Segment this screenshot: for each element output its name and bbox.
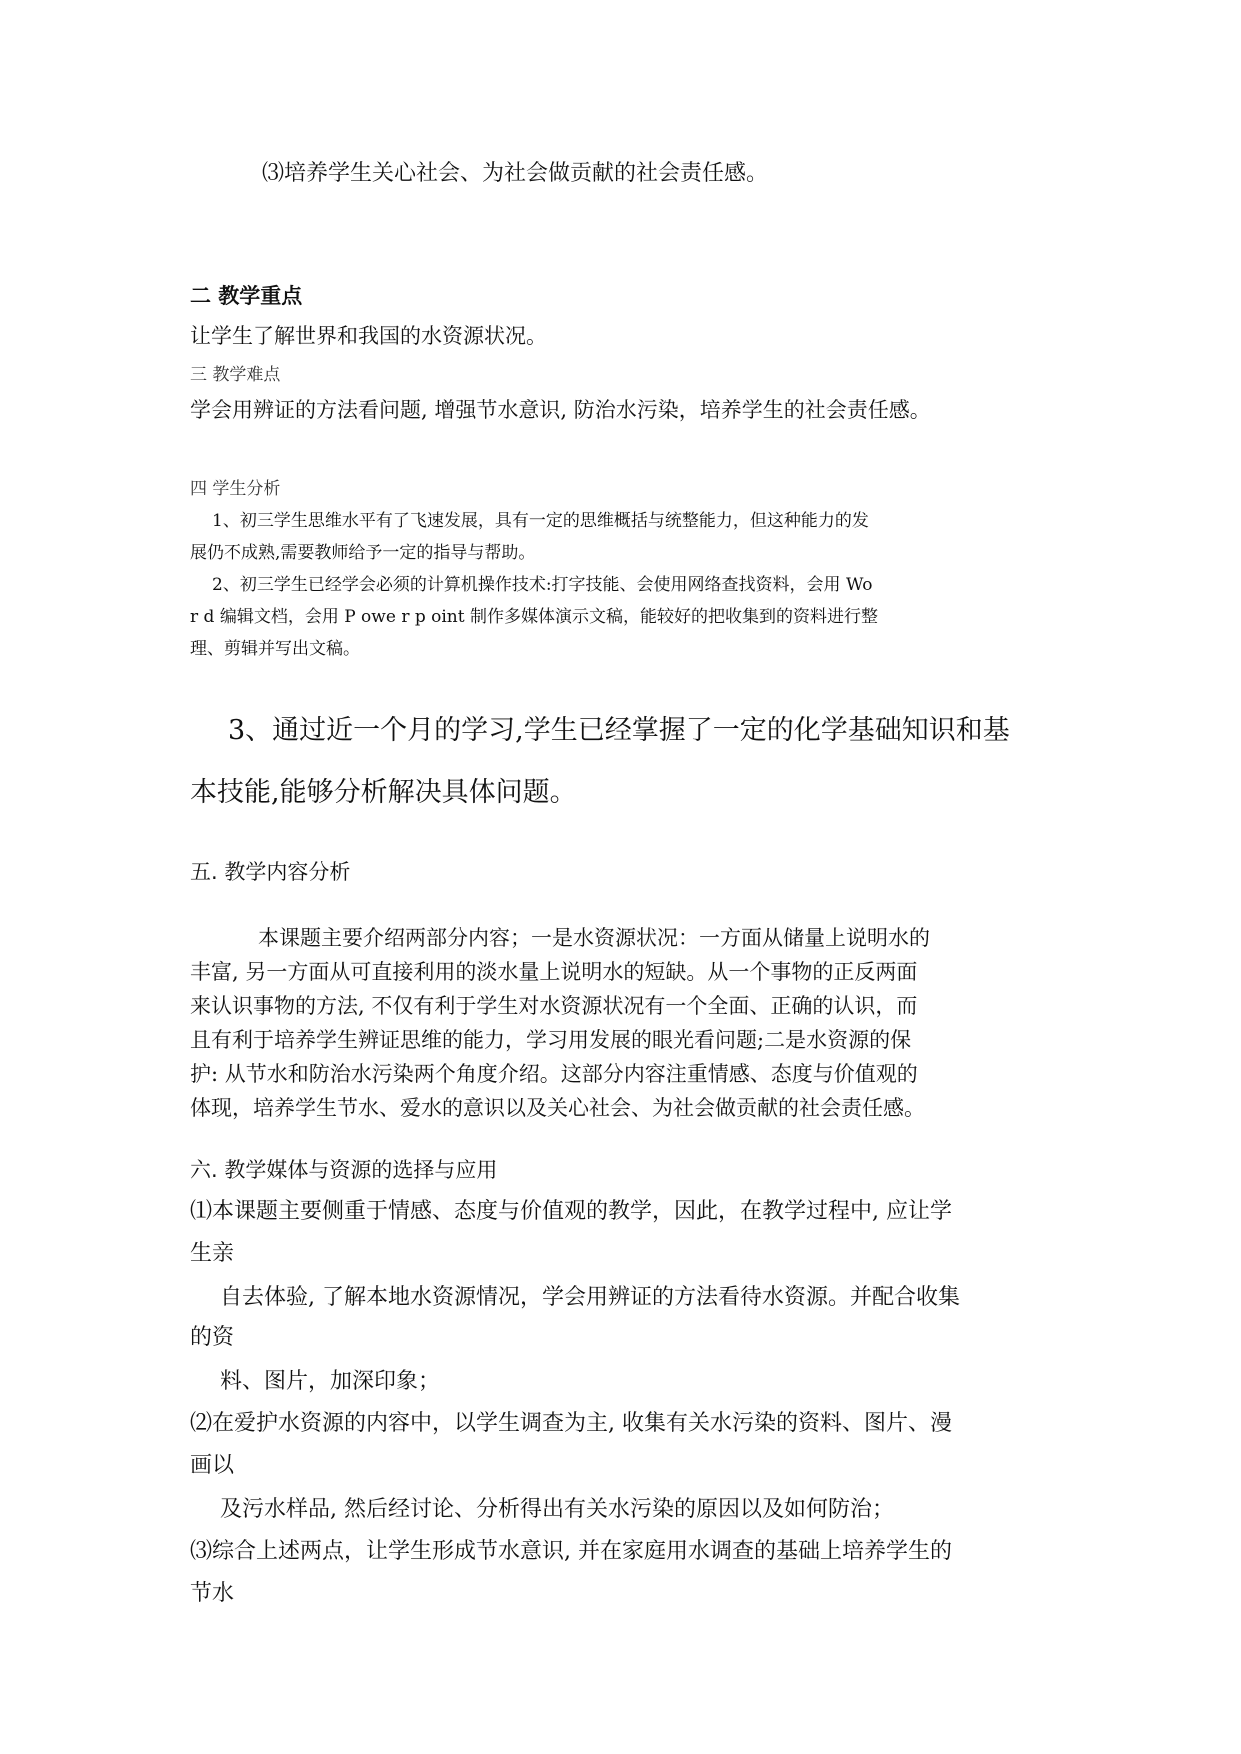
- section-5-line-1: 本课题主要介绍两部分内容；一是水资源状况：一方面从储量上说明水的: [258, 926, 930, 950]
- section-4-para-3-line-2: 本技能,能够分析解决具体问题。: [190, 777, 577, 808]
- section-2-body: 让学生了解世界和我国的水资源状况。: [190, 324, 547, 348]
- section-6-item-2-line-2: 画以: [190, 1453, 235, 1478]
- section-5-line-4: 且有利于培养学生辨证思维的能力，学习用发展的眼光看问题;二是水资源的保: [190, 1028, 912, 1052]
- section-4-para-2-line-3: 理、剪辑并写出文稿。: [190, 639, 360, 659]
- section-4-para-3-line-1: 3、通过近一个月的学习,学生已经掌握了一定的化学基础知识和基: [228, 715, 1010, 746]
- section-6-item-3-line-2: 节水: [190, 1581, 235, 1606]
- section-6-item-1-line-1: ⑴本课题主要侧重于情感、态度与价值观的教学，因此，在教学过程中, 应让学: [190, 1199, 952, 1224]
- teaching-goal-3: ⑶培养学生关心社会、为社会做贡献的社会责任感。: [262, 161, 769, 186]
- section-3-body: 学会用辨证的方法看问题, 增强节水意识, 防治水污染，培养学生的社会责任感。: [190, 398, 931, 422]
- section-6-item-2-line-3: 及污水样品, 然后经讨论、分析得出有关水污染的原因以及如何防治；: [220, 1497, 894, 1522]
- section-6-heading: 六. 教学媒体与资源的选择与应用: [190, 1158, 498, 1182]
- section-6-item-1-line-5: 料、图片，加深印象；: [220, 1369, 441, 1394]
- section-6-item-1-line-3: 自去体验, 了解本地水资源情况，学会用辨证的方法看待水资源。并配合收集: [220, 1285, 960, 1310]
- section-6-item-3-line-1: ⑶综合上述两点，让学生形成节水意识, 并在家庭用水调查的基础上培养学生的: [190, 1539, 952, 1564]
- section-3-heading: 三 教学难点: [190, 365, 281, 385]
- section-4-heading: 四 学生分析: [190, 479, 281, 499]
- section-5-line-5: 护: 从节水和防治水污染两个角度介绍。这部分内容注重情感、态度与价值观的: [190, 1062, 918, 1086]
- section-4-para-2-line-1: 2、初三学生已经学会必须的计算机操作技术:打字技能、会使用网络查找资料，会用 Wo: [212, 575, 873, 595]
- section-5-line-6: 体现，培养学生节水、爱水的意识以及关心社会、为社会做贡献的社会责任感。: [190, 1096, 925, 1120]
- section-4-para-1-line-1: 1、初三学生思维水平有了飞速发展，具有一定的思维概括与统整能力，但这种能力的发: [212, 511, 869, 531]
- section-2-heading: 二 教学重点: [190, 284, 303, 308]
- section-4-para-1-line-2: 展仍不成熟,需要教师给予一定的指导与帮助。: [190, 543, 536, 563]
- section-6-item-2-line-1: ⑵在爱护水资源的内容中，以学生调查为主, 收集有关水污染的资料、图片、漫: [190, 1411, 952, 1436]
- section-5-heading: 五. 教学内容分析: [190, 860, 351, 884]
- section-5-line-3: 来认识事物的方法, 不仅有利于学生对水资源状况有一个全面、正确的认识，而: [190, 994, 918, 1018]
- section-5-line-2: 丰富, 另一方面从可直接利用的淡水量上说明水的短缺。从一个事物的正反两面: [190, 960, 918, 984]
- section-6-item-1-line-2: 生亲: [190, 1241, 235, 1266]
- section-4-para-2-line-2: r d 编辑文档，会用 P owe r p oint 制作多媒体演示文稿，能较好的把收集到的资料进行整: [190, 607, 878, 627]
- section-6-item-1-line-4: 的资: [190, 1325, 235, 1350]
